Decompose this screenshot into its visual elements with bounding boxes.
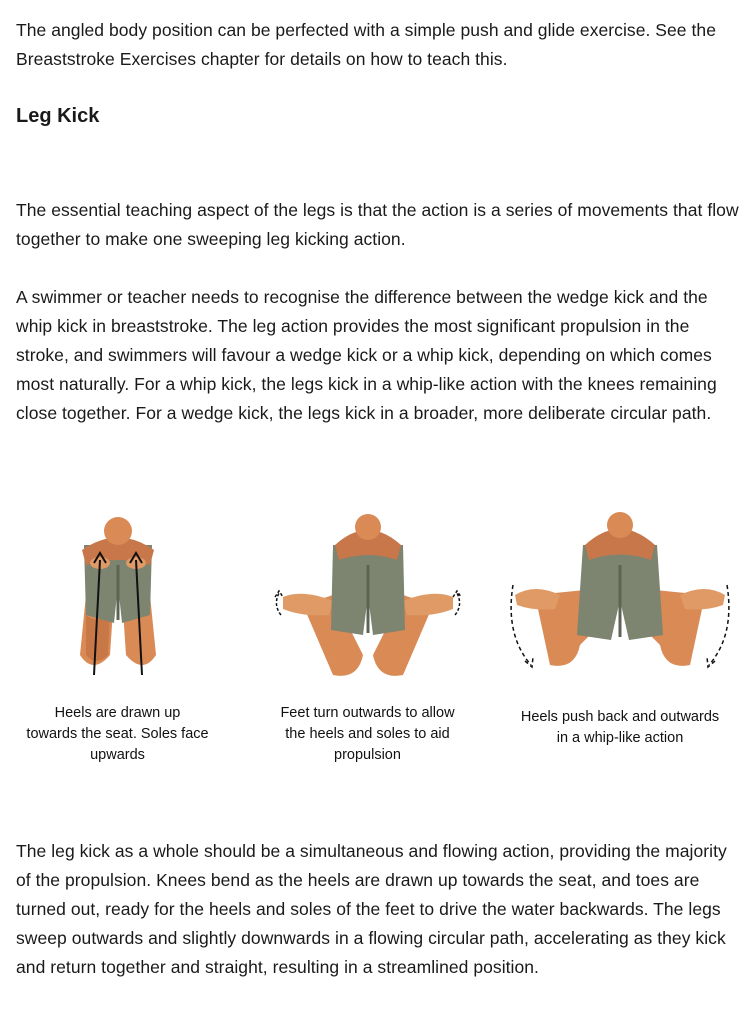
caption-line: Heels push back and outwards (520, 709, 720, 725)
essential-paragraph: The essential teaching aspect of the legs is that the action is a series of movements that flow together to make one sweeping leg kicking action. (16, 200, 739, 249)
kick-difference-paragraph: A swimmer or teacher needs to recognise the difference between the wedge kick and the whip kick in breaststroke. The leg action provides the most significant propulsion in the stroke, and swimmers will favour a wedge kick or a whip kick, depending on which comes most naturally. For a whip kick, the legs kick in a whip-like action with the knees remaining close together. For a wedge kick, the legs kick in a broader, more deliberate circular path. (16, 287, 717, 423)
caption-heels-push-back (500, 707, 740, 749)
right-foot (680, 589, 725, 610)
head (355, 514, 381, 540)
arrow-rotate-left (275, 591, 283, 615)
leg-kick-whole-paragraph: The leg kick as a whole should be a simultaneous and flowing action, providing the majority of the propulsion. Knees bend as the heels are drawn up towards the seat, and toes are turned out, ready for the heels and soles of the feet to drive the water backwards. The legs sweep outwards and slightly downwards in a flowing circular path, accelerating as they kick and return together and straight, resulting in a streamlined position. (16, 841, 727, 977)
right-foot (403, 594, 453, 616)
caption-line: in a whip-like action (556, 730, 684, 746)
head (104, 517, 132, 545)
section-heading: Leg Kick (16, 105, 100, 127)
caption-heels-drawn-up (10, 703, 225, 766)
caption-line: upwards (90, 747, 145, 763)
intro-paragraph: The angled body position can be perfected with a simple push and glide exercise. See the Breaststroke Exercises chapter for details on how to teach this. (16, 20, 716, 69)
caption-line: Heels are drawn up (54, 705, 181, 721)
figure-heels-push-back (500, 505, 740, 749)
swimmer-illustration-whip-kick (505, 505, 735, 685)
caption-line: Feet turn outwards to allow (280, 705, 455, 721)
caption-line: the heels and soles to aid (285, 726, 450, 742)
swimmer-illustration-feet-out (263, 505, 473, 685)
left-foot (283, 594, 333, 616)
swimmer-illustration-heels-up (58, 505, 178, 685)
head (607, 512, 633, 538)
figure-feet-turn-outwards (255, 505, 480, 766)
caption-line: towards the seat. Soles face (26, 726, 209, 742)
figure-heels-drawn-up (10, 505, 225, 766)
left-foot (515, 589, 560, 610)
caption-feet-turn-outwards (255, 703, 480, 766)
caption-line: propulsion (334, 747, 401, 763)
arrow-rotate-right (453, 591, 461, 615)
